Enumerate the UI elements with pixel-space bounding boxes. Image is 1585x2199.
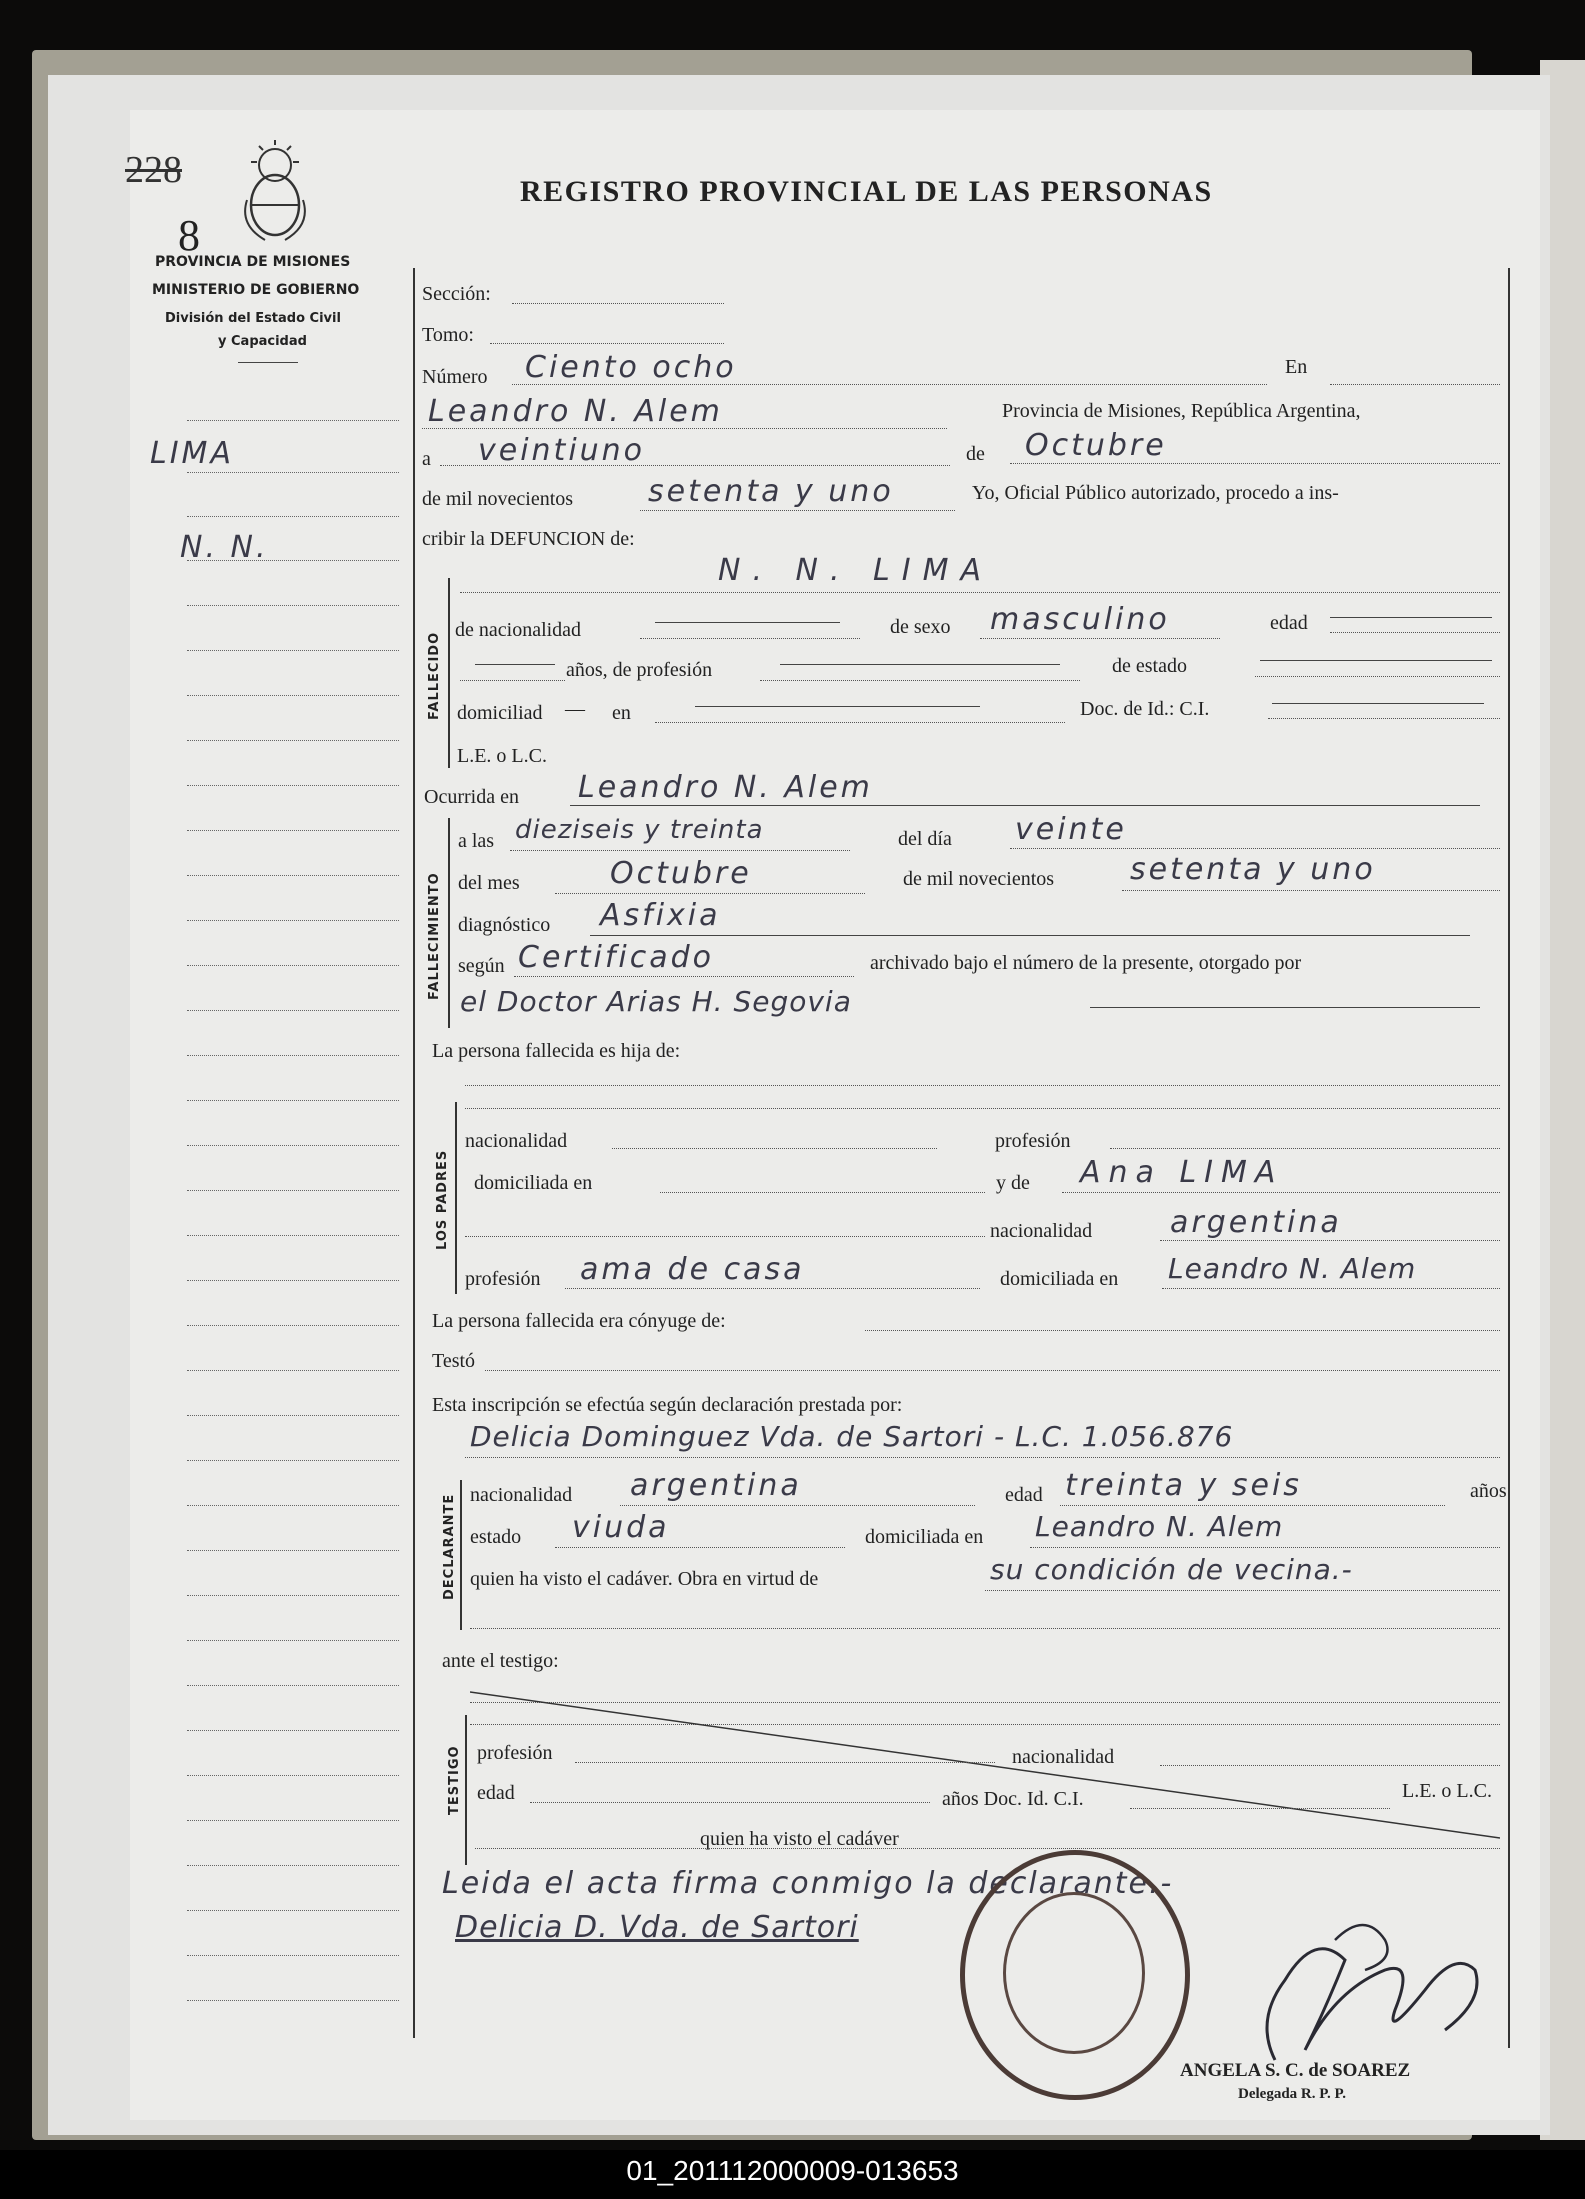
margin-line bbox=[187, 785, 399, 786]
anos-label: años, de profesión bbox=[566, 659, 713, 681]
diagnostico-value: Asfixia bbox=[600, 898, 721, 933]
fallecido-bracket bbox=[448, 578, 450, 768]
le-lc-label: L.E. o L.C. bbox=[457, 745, 547, 767]
declarante-anos-label: años bbox=[1470, 1480, 1507, 1502]
margin-line bbox=[187, 1775, 399, 1776]
declarante-bracket bbox=[460, 1480, 462, 1630]
margin-line bbox=[187, 560, 399, 561]
deceased-name: N. N. LIMA bbox=[718, 553, 993, 588]
hora-value: dieziseis y treinta bbox=[515, 815, 764, 845]
domicilio-line bbox=[655, 722, 1065, 723]
doc-id-dash bbox=[1272, 703, 1484, 704]
margin-line bbox=[187, 875, 399, 876]
testigo-blank-line bbox=[475, 1848, 1500, 1849]
declarante-nacionalidad-label: nacionalidad bbox=[470, 1484, 573, 1506]
margin-line bbox=[187, 1235, 399, 1236]
numero-label: Número bbox=[422, 366, 488, 388]
padres-domiciliada2-value: Leandro N. Alem bbox=[1168, 1252, 1417, 1285]
official-seal-inner-ring bbox=[1003, 1892, 1145, 2054]
record-number: 8 bbox=[178, 211, 200, 260]
sexo-value: masculino bbox=[990, 602, 1170, 637]
dia-label: del día bbox=[898, 828, 952, 850]
margin-line bbox=[187, 1145, 399, 1146]
testigo-profesion-line bbox=[575, 1762, 995, 1763]
official-name: ANGELA S. C. de SOAREZ bbox=[1180, 2060, 1411, 2081]
declarante-virtud-value: su condición de vecina.- bbox=[990, 1553, 1353, 1586]
testigo-intro: ante el testigo: bbox=[442, 1650, 559, 1672]
ocurrida-label: Ocurrida en bbox=[424, 786, 519, 808]
margin-line bbox=[187, 1415, 399, 1416]
testigo-nacionalidad-label: nacionalidad bbox=[1012, 1746, 1115, 1768]
division-line: División del Estado Civil bbox=[165, 311, 341, 326]
testigo-bracket bbox=[465, 1715, 467, 1865]
margin-line bbox=[187, 965, 399, 966]
margin-line bbox=[187, 1550, 399, 1551]
doctor-line bbox=[1090, 1007, 1480, 1008]
padres-domiciliada2-line bbox=[1162, 1288, 1500, 1289]
margin-line bbox=[187, 1370, 399, 1371]
sexo-label: de sexo bbox=[890, 616, 951, 638]
edad-line bbox=[1330, 632, 1500, 633]
mes-value: Octubre bbox=[610, 856, 752, 891]
nacionalidad-dash bbox=[655, 622, 840, 623]
domicilio-en-label: en bbox=[612, 702, 631, 724]
division-line-2: y Capacidad bbox=[218, 334, 307, 349]
padres-profesion-line bbox=[1110, 1148, 1500, 1149]
declarante-estado-label: estado bbox=[470, 1526, 522, 1548]
testigo-nacionalidad-line bbox=[1160, 1765, 1500, 1766]
a-label: a bbox=[422, 448, 431, 470]
mes-label: del mes bbox=[458, 872, 520, 894]
anos-line bbox=[460, 680, 565, 681]
fallecimiento-section-label: FALLECIMIENTO bbox=[427, 872, 442, 1000]
margin-line bbox=[187, 1865, 399, 1866]
year-value: setenta y uno bbox=[648, 474, 894, 509]
year-line bbox=[640, 510, 955, 511]
header-rule bbox=[238, 362, 298, 363]
margin-line bbox=[187, 1910, 399, 1911]
nacionalidad-label: de nacionalidad bbox=[455, 619, 582, 641]
document-title: REGISTRO PROVINCIAL DE LAS PERSONAS bbox=[520, 175, 1213, 208]
ocurrida-line bbox=[570, 805, 1480, 806]
margin-line bbox=[187, 1640, 399, 1641]
numero-line bbox=[512, 384, 1267, 385]
diagnostico-line bbox=[590, 935, 1470, 936]
declarante-domiciliada-label: domiciliada en bbox=[865, 1526, 984, 1548]
declarante-section-label: DECLARANTE bbox=[442, 1493, 457, 1600]
conyuge-line bbox=[865, 1330, 1500, 1331]
declarante-estado-line bbox=[555, 1547, 845, 1548]
profesion-dash bbox=[780, 664, 1060, 665]
hora-label: a las bbox=[458, 830, 495, 852]
anio-label: de mil novecientos bbox=[903, 868, 1055, 890]
domicilio-label: domiciliad bbox=[457, 702, 543, 724]
day-value: veintiuno bbox=[478, 433, 646, 468]
margin-note-surname: LIMA bbox=[150, 436, 234, 471]
tomo-line bbox=[490, 343, 724, 344]
hora-line bbox=[510, 850, 850, 851]
archivado-text: archivado bajo el número de la presente, otorgado por bbox=[870, 952, 1302, 974]
seccion-label: Sección: bbox=[422, 283, 491, 305]
padres-domiciliada-line bbox=[660, 1192, 985, 1193]
padres-profesion-label: profesión bbox=[995, 1130, 1071, 1152]
margin-divider bbox=[413, 268, 415, 2038]
diagnostico-label: diagnóstico bbox=[458, 914, 551, 936]
numero-value: Ciento ocho bbox=[525, 350, 737, 385]
edad-dash bbox=[1330, 617, 1492, 618]
margin-line bbox=[187, 420, 399, 421]
form-right-border bbox=[1508, 268, 1510, 2048]
anio-line bbox=[1122, 890, 1500, 891]
margin-line bbox=[187, 2000, 399, 2001]
declarante-name-line bbox=[465, 1457, 1500, 1458]
margin-line bbox=[187, 1820, 399, 1821]
doctor-value: el Doctor Arias H. Segovia bbox=[460, 985, 852, 1018]
closing-signature-declarante: Delicia D. Vda. de Sartori bbox=[455, 1910, 859, 1945]
declarante-nacionalidad-line bbox=[620, 1505, 975, 1506]
margin-line bbox=[187, 1685, 399, 1686]
padres-domiciliada-label: domiciliada en bbox=[474, 1172, 593, 1194]
declarante-domiciliada-value: Leandro N. Alem bbox=[1035, 1510, 1284, 1543]
sexo-line bbox=[980, 638, 1220, 639]
year-prefix: de mil novecientos bbox=[422, 488, 574, 510]
margin-line bbox=[187, 1730, 399, 1731]
margin-line bbox=[187, 605, 399, 606]
padres-nacionalidad-label: nacionalidad bbox=[465, 1130, 568, 1152]
day-line bbox=[440, 465, 950, 466]
declarante-domiciliada-line bbox=[1030, 1547, 1500, 1548]
madre-line bbox=[1062, 1192, 1500, 1193]
padres-line-2 bbox=[465, 1108, 1500, 1109]
segun-line bbox=[514, 976, 854, 977]
declarante-edad-label: edad bbox=[1005, 1484, 1043, 1506]
padres-profesion2-label: profesión bbox=[465, 1268, 541, 1290]
domicilio-dash: — bbox=[565, 698, 585, 720]
anos-dash bbox=[475, 664, 555, 665]
tomo-label: Tomo: bbox=[422, 324, 474, 346]
testigo-edad-label: edad bbox=[477, 1782, 515, 1804]
declarante-nacionalidad-value: argentina bbox=[630, 1468, 802, 1503]
image-caption: 01_201112000009-013653 bbox=[626, 2155, 959, 2186]
margin-line bbox=[187, 1280, 399, 1281]
testigo-profesion-label: profesión bbox=[477, 1742, 553, 1764]
padres-nacionalidad2-label: nacionalidad bbox=[990, 1220, 1093, 1242]
profesion-line bbox=[760, 680, 1080, 681]
margin-line bbox=[187, 695, 399, 696]
margin-line bbox=[187, 1055, 399, 1056]
doc-id-label: Doc. de Id.: C.I. bbox=[1080, 698, 1210, 720]
record-number-struck: 228 bbox=[125, 149, 182, 191]
declarante-estado-value: viuda bbox=[572, 1510, 670, 1545]
month-value: Octubre bbox=[1025, 428, 1167, 463]
margin-line bbox=[187, 1595, 399, 1596]
official-title: Delegada R. P. P. bbox=[1238, 2086, 1347, 2102]
seccion-line bbox=[512, 303, 724, 304]
declarante-intro: Esta inscripción se efectúa según declaración prestada por: bbox=[432, 1394, 903, 1416]
margin-line bbox=[187, 920, 399, 921]
padres-section-label: LOS PADRES bbox=[435, 1149, 450, 1250]
province-line: PROVINCIA DE MISIONES bbox=[155, 254, 351, 270]
margin-line bbox=[187, 1100, 399, 1101]
segun-value: Certificado bbox=[518, 940, 715, 975]
estado-label: de estado bbox=[1112, 655, 1187, 677]
padres-bracket bbox=[455, 1102, 457, 1294]
doc-id-line bbox=[1268, 718, 1500, 719]
padres-domiciliada2-label: domiciliada en bbox=[1000, 1268, 1119, 1290]
padres-nacionalidad2-value: argentina bbox=[1170, 1205, 1342, 1240]
province-text: Provincia de Misiones, República Argentina, bbox=[1002, 400, 1361, 422]
coat-of-arms-icon bbox=[235, 140, 315, 250]
place-line bbox=[422, 428, 947, 429]
padres-intro: La persona fallecida es hija de: bbox=[432, 1040, 681, 1062]
fallecido-section-label: FALLECIDO bbox=[427, 631, 442, 720]
margin-note-name: N. N. bbox=[180, 530, 269, 565]
place-value: Leandro N. Alem bbox=[428, 394, 723, 429]
nacionalidad-line bbox=[640, 638, 860, 639]
padres-nacionalidad-line bbox=[612, 1148, 937, 1149]
conyuge-label: La persona fallecida era cónyuge de: bbox=[432, 1310, 726, 1332]
testigo-edad-line bbox=[530, 1802, 930, 1803]
testigo-le-label: L.E. o L.C. bbox=[1402, 1780, 1492, 1802]
dia-line bbox=[1010, 848, 1500, 849]
margin-line bbox=[187, 516, 399, 517]
ocurrida-value: Leandro N. Alem bbox=[578, 770, 873, 805]
estado-line bbox=[1255, 676, 1500, 677]
segun-label: según bbox=[458, 955, 505, 977]
mes-line bbox=[555, 893, 865, 894]
margin-line bbox=[187, 1010, 399, 1011]
deceased-name-line bbox=[460, 592, 1500, 593]
y-de-label: y de bbox=[996, 1172, 1030, 1194]
testigo-section-label: TESTIGO bbox=[447, 1745, 462, 1815]
margin-line bbox=[187, 1325, 399, 1326]
official-text: Yo, Oficial Público autorizado, procedo a ins- bbox=[972, 482, 1339, 504]
margin-line bbox=[187, 1190, 399, 1191]
padres-line-1 bbox=[465, 1085, 1500, 1086]
margin-line bbox=[187, 1460, 399, 1461]
anio-value: setenta y uno bbox=[1130, 852, 1376, 887]
en-line bbox=[1330, 384, 1500, 385]
margin-line bbox=[187, 830, 399, 831]
declarante-name: Delicia Dominguez Vda. de Sartori - L.C. 1.056.876 bbox=[470, 1420, 1234, 1453]
dia-value: veinte bbox=[1015, 812, 1127, 847]
declarante-quien-text: quien ha visto el cadáver. Obra en virtud de bbox=[470, 1568, 819, 1590]
official-signature bbox=[1245, 1900, 1505, 2070]
edad-label: edad bbox=[1270, 612, 1308, 634]
declarante-edad-value: treinta y seis bbox=[1065, 1468, 1302, 1503]
margin-line bbox=[187, 740, 399, 741]
margin-line bbox=[187, 1955, 399, 1956]
testigo-quien-text: quien ha visto el cadáver bbox=[700, 1828, 899, 1850]
de-label: de bbox=[966, 443, 985, 465]
estado-dash bbox=[1260, 660, 1492, 661]
padres-blank-line bbox=[465, 1236, 985, 1237]
declarante-blank-line bbox=[470, 1628, 1500, 1629]
en-label: En bbox=[1285, 356, 1308, 378]
margin-line bbox=[187, 472, 399, 473]
margin-line bbox=[187, 650, 399, 651]
testo-label: Testó bbox=[432, 1350, 476, 1372]
domicilio-dash-line bbox=[695, 706, 980, 707]
fallecimiento-bracket bbox=[448, 818, 450, 1028]
month-line bbox=[1010, 463, 1500, 464]
padres-profesion2-line bbox=[565, 1288, 980, 1289]
closing-line-1: Leida el acta firma conmigo la declarante.- bbox=[442, 1866, 1174, 1901]
testigo-anos-doc-label: años Doc. Id. C.I. bbox=[942, 1788, 1084, 1810]
declarante-virtud-line bbox=[985, 1590, 1500, 1591]
testigo-doc-line bbox=[1130, 1808, 1390, 1809]
testo-line bbox=[485, 1370, 1500, 1371]
madre-value: Ana LIMA bbox=[1080, 1155, 1284, 1190]
padres-profesion2-value: ama de casa bbox=[580, 1252, 805, 1287]
inscribe-text: cribir la DEFUNCION de: bbox=[422, 528, 635, 550]
ministry-line: MINISTERIO DE GOBIERNO bbox=[152, 282, 360, 298]
declarante-edad-line bbox=[1060, 1505, 1445, 1506]
margin-line bbox=[187, 1505, 399, 1506]
padres-nacionalidad2-line bbox=[1160, 1240, 1500, 1241]
